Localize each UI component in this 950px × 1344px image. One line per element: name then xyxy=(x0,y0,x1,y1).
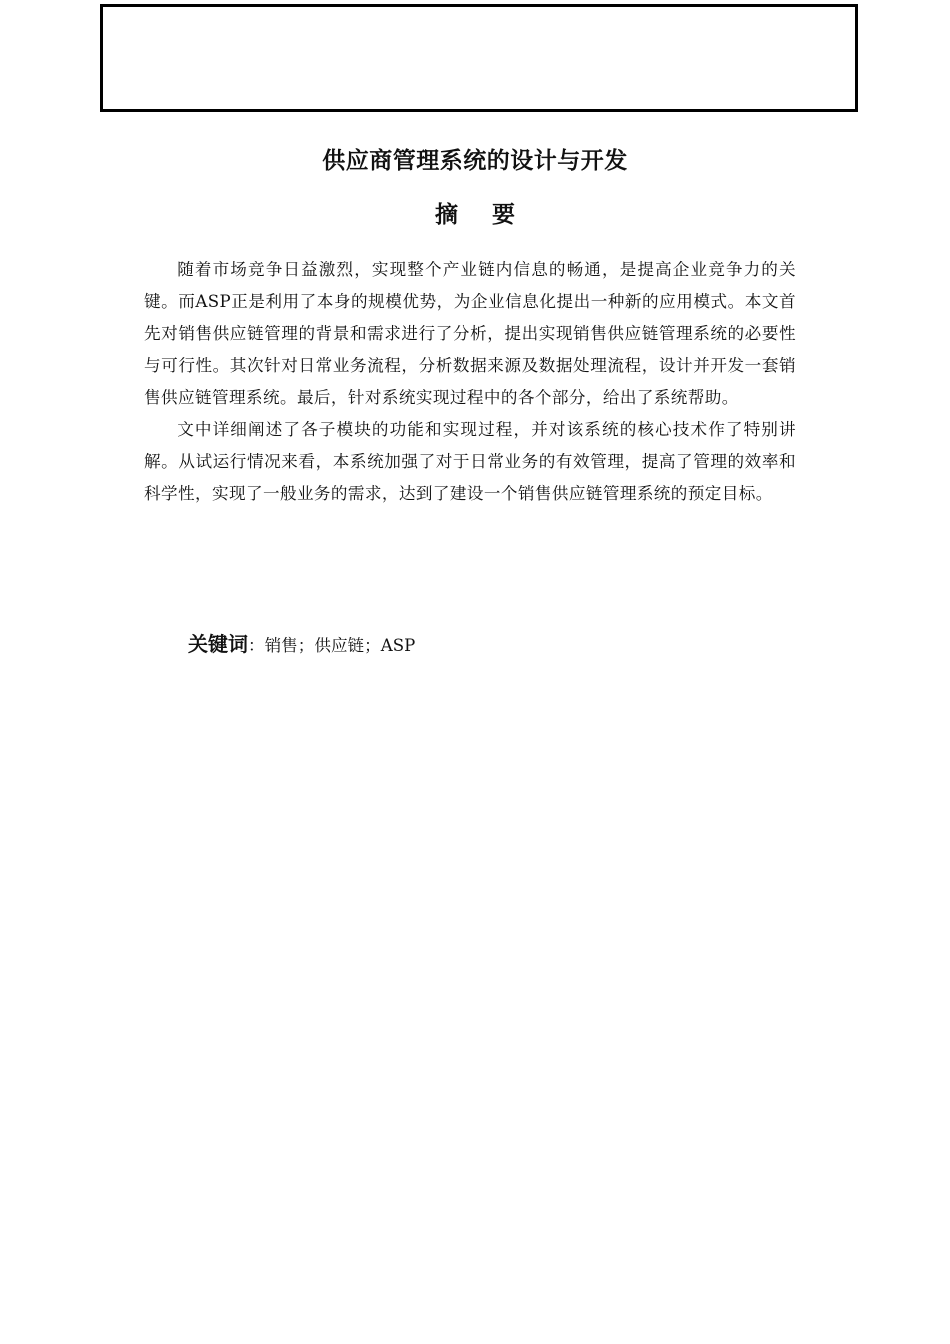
abstract-heading xyxy=(0,198,950,232)
abstract-paragraph-1: 随着市场竞争日益激烈，实现整个产业链内信息的畅通，是提高企业竞争力的关键。而ASP正是利用了本身的规模优势，为企业信息化提出一种新的应用模式。本文首先对销售供应链管理的背景和需求进行了分析，提出实现销售供应链管理系统的必要性与可行性。其次针对日常业务流程，分析数据来源及数据处理流程，设计并开发一套销售供应链管理系统。最后，针对系统实现过程中的各个部分，给出了系统帮助。 xyxy=(144,260,796,407)
document-title: 供应商管理系统的设计与开发 xyxy=(322,148,628,174)
abstract-paragraph-2: 文中详细阐述了各子模块的功能和实现过程，并对该系统的核心技术作了特别讲解。从试运行情况来看，本系统加强了对于日常业务的有效管理，提高了管理的效率和科学性，实现了一般业务的需求，达到了建设一个销售供应链管理系统的预定目标。 xyxy=(144,420,796,503)
abstract-body xyxy=(144,254,796,510)
keywords-label: 关键词 xyxy=(188,632,248,656)
keywords-value: ：销售；供应链；ASP xyxy=(248,636,416,655)
keywords-line xyxy=(188,628,415,662)
abstract-heading-left: 摘 xyxy=(435,202,458,228)
header-box xyxy=(100,4,858,112)
abstract-heading-right: 要 xyxy=(492,202,515,228)
